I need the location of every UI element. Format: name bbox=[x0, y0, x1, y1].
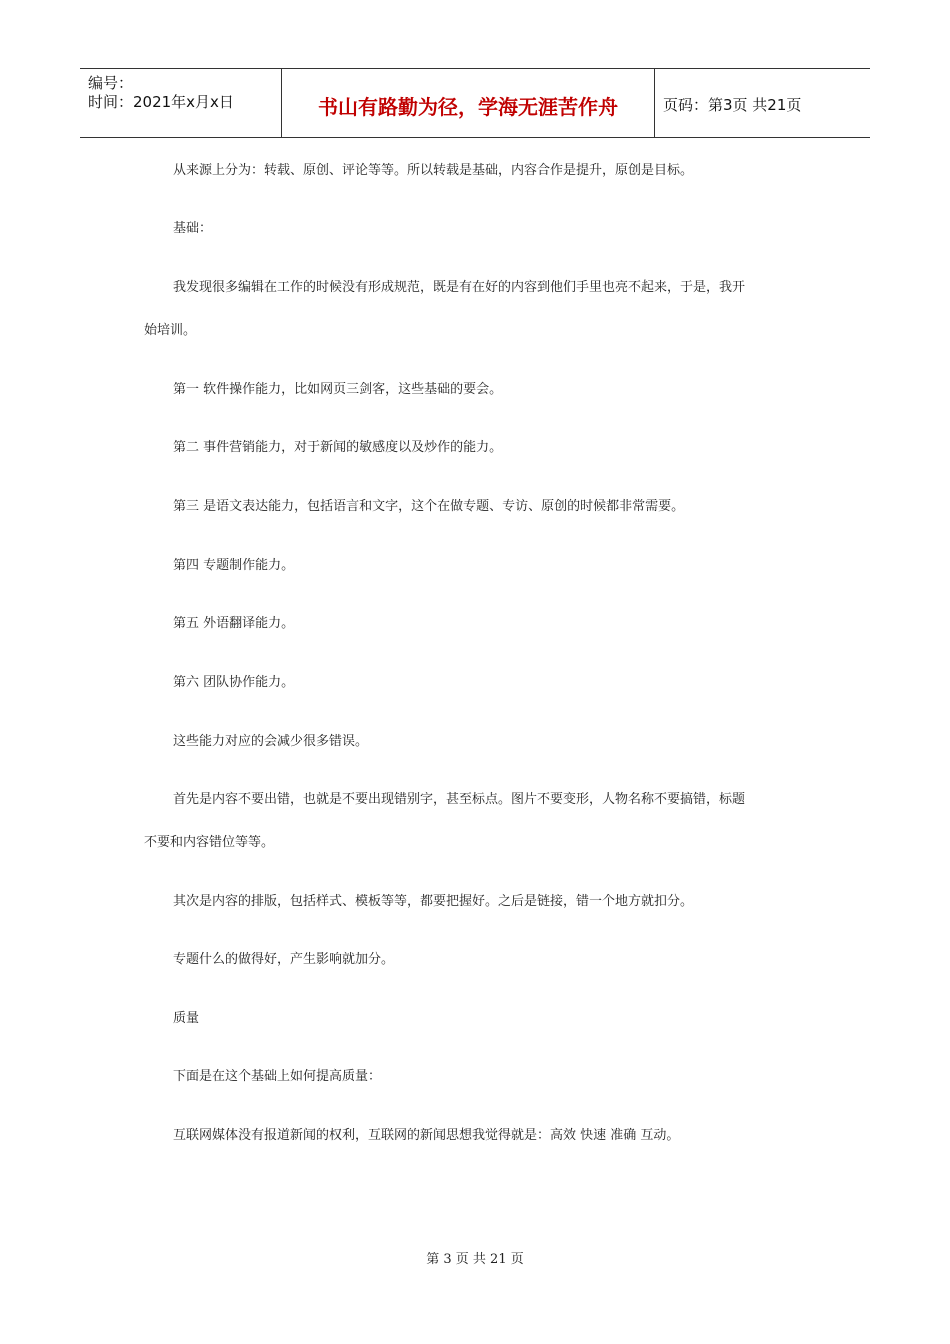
paragraph-line: 第五 外语翻译能力。 bbox=[173, 616, 295, 631]
paragraph-line: 专题什么的做得好，产生影响就加分。 bbox=[173, 952, 395, 967]
paragraph-line: 这些能力对应的会减少很多错误。 bbox=[173, 734, 369, 749]
paragraph bbox=[144, 1127, 812, 1145]
header-motto: 书山有路勤为径，学海无涯苦作舟 bbox=[318, 95, 618, 119]
paragraph-line: 第二 事件营销能力，对于新闻的敏感度以及炒作的能力。 bbox=[173, 440, 503, 455]
paragraph-line: 第三 是语文表达能力，包括语言和文字，这个在做专题、专访、原创的时候都非常需要。 bbox=[173, 499, 685, 514]
paragraph-line: 基础： bbox=[173, 221, 213, 236]
paragraph bbox=[144, 498, 812, 516]
document-header bbox=[80, 68, 870, 138]
paragraph-line: 其次是内容的排版，包括样式、模板等等，都要把握好。之后是链接，错一个地方就扣分。 bbox=[173, 894, 694, 909]
paragraph bbox=[144, 557, 812, 575]
paragraph-line: 从来源上分为：转载、原创、评论等等。所以转载是基础，内容合作是提升，原创是目标。 bbox=[173, 163, 694, 178]
paragraph bbox=[144, 439, 812, 457]
paragraph-line: 第一 软件操作能力，比如网页三剑客，这些基础的要会。 bbox=[173, 382, 503, 397]
paragraph bbox=[144, 733, 812, 751]
header-motto-cell bbox=[282, 69, 655, 137]
paragraph bbox=[144, 162, 812, 180]
paragraph bbox=[144, 791, 812, 852]
paragraph-line: 质量 bbox=[173, 1011, 200, 1026]
paragraph-line: 第四 专题制作能力。 bbox=[173, 558, 295, 573]
document-number-label: 编号： bbox=[88, 74, 134, 92]
paragraph-line: 首先是内容不要出错，也就是不要出现错别字，甚至标点。图片不要变形，人物名称不要搞错，标题 bbox=[173, 792, 746, 807]
paragraph-line: 互联网媒体没有报道新闻的权利，互联网的新闻思想我觉得就是：高效 快速 准确 互动。 bbox=[173, 1128, 680, 1143]
paragraph bbox=[144, 279, 812, 340]
paragraph-line: 我发现很多编辑在工作的时候没有形成规范，既是有在好的内容到他们手里也亮不起来，于是，我开 bbox=[173, 280, 746, 295]
paragraph-line: 始培训。 bbox=[144, 323, 197, 338]
header-page-cell bbox=[655, 69, 870, 137]
paragraph bbox=[144, 220, 812, 238]
paragraph bbox=[144, 1010, 812, 1028]
header-meta-cell bbox=[80, 69, 282, 137]
document-date-label: 时间：2021年x月x日 bbox=[88, 93, 234, 111]
paragraph bbox=[144, 951, 812, 969]
page-footer: 第 3 页 共 21 页 bbox=[426, 1252, 524, 1267]
paragraph bbox=[144, 1068, 812, 1086]
header-page-info: 页码：第3页 共21页 bbox=[663, 96, 802, 114]
paragraph bbox=[144, 615, 812, 633]
paragraph-line: 第六 团队协作能力。 bbox=[173, 675, 295, 690]
paragraph bbox=[144, 381, 812, 399]
paragraph-line: 不要和内容错位等等。 bbox=[144, 835, 275, 850]
paragraph bbox=[144, 893, 812, 911]
paragraph-line: 下面是在这个基础上如何提高质量： bbox=[173, 1069, 382, 1084]
paragraph bbox=[144, 674, 812, 692]
